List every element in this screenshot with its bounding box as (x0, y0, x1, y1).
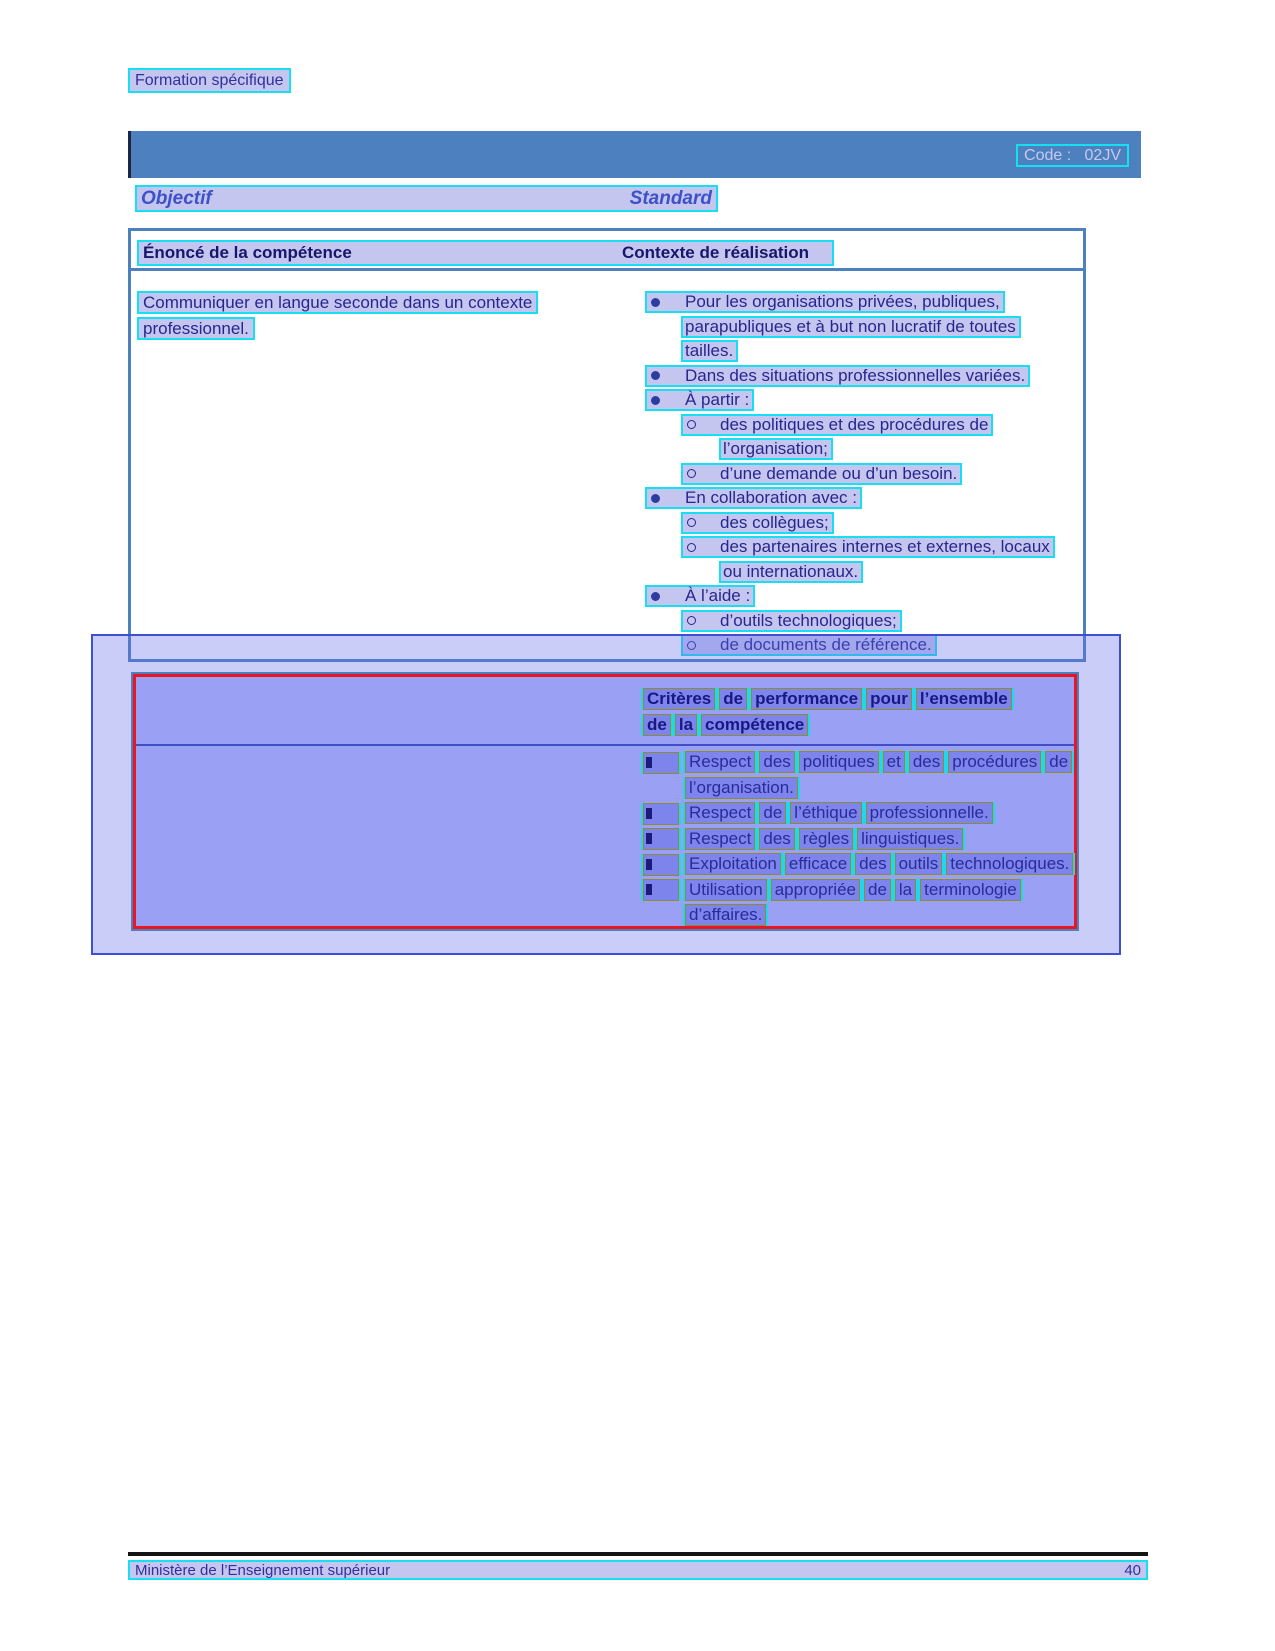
criteria-line (136, 853, 1074, 879)
word-box: technologiques. (946, 853, 1073, 875)
competency-table (128, 228, 1086, 662)
sub-bullet-circle-icon (687, 641, 696, 650)
context-line (620, 536, 1082, 558)
context-line-text: tailles. (685, 341, 734, 360)
code-text: Code : 02JV (1024, 146, 1121, 164)
criteria-bullet-glyph (646, 757, 652, 768)
word-box: règles (799, 828, 853, 850)
word-box: de (1045, 751, 1072, 773)
word-box: et (883, 751, 905, 773)
table-header-row (131, 231, 1083, 271)
criteria-line (136, 777, 1074, 803)
page-number: 40 (1124, 1561, 1141, 1579)
word-box: de (643, 714, 671, 736)
context-line-text: parapubliques et à but non lucratif de toutes (685, 316, 1016, 336)
word-box: compétence (701, 714, 808, 736)
word-box: outils (895, 853, 943, 875)
word-box: pour (866, 688, 912, 710)
word-box: Respect (685, 751, 755, 773)
word-box: de (864, 879, 891, 901)
context-line-text: d’une demande ou d’un besoin. (720, 463, 958, 483)
section-heading (135, 185, 718, 212)
criteria-line (136, 828, 1074, 854)
context-line (620, 365, 1082, 387)
criteria-annotation-box (133, 674, 1077, 929)
word-box: politiques (799, 751, 879, 773)
context-line-text: À l’aide : (685, 586, 751, 605)
section-heading-left: Objectif (141, 187, 212, 209)
context-line-highlight (681, 536, 1055, 558)
context-line (620, 291, 1082, 313)
word-box: l’ensemble (916, 688, 1012, 710)
context-line (620, 316, 1082, 338)
criteria-bullet-icon (643, 879, 679, 901)
context-line-highlight (645, 487, 862, 509)
context-line (620, 340, 1082, 362)
bullet-dot-icon (651, 592, 660, 601)
bullet-dot-icon (651, 298, 660, 307)
eyebrow-highlight (128, 68, 291, 93)
footer-text: Ministère de l’Enseignement supérieur (135, 1561, 391, 1579)
context-line (620, 438, 1082, 460)
criteria-header-line (136, 688, 1074, 714)
section-heading-right: Standard (629, 187, 712, 209)
context-line (620, 585, 1082, 607)
code-badge (1016, 144, 1129, 167)
sub-bullet-circle-icon (687, 543, 696, 552)
criteria-list (136, 751, 1074, 930)
criteria-header (136, 688, 1074, 740)
context-line-highlight (681, 316, 1021, 338)
context-line (620, 561, 1082, 583)
criteria-line (136, 751, 1074, 777)
criteria-bullet-icon (643, 828, 679, 850)
context-line (620, 512, 1082, 534)
word-box: la (895, 879, 916, 901)
word-box: Utilisation (685, 879, 767, 901)
criteria-bullet-icon (643, 854, 679, 876)
context-line-highlight (719, 438, 833, 460)
context-line-highlight (719, 561, 863, 583)
word-box: de (719, 688, 747, 710)
context-line (620, 487, 1082, 509)
eyebrow-text: Formation spécifique (135, 71, 284, 89)
title-bar-left-edge (128, 131, 131, 178)
footer-rule (128, 1552, 1148, 1556)
table-body-row (131, 271, 1083, 699)
sub-bullet-circle-icon (687, 616, 696, 625)
context-list (620, 291, 1082, 659)
footer-bar (128, 1560, 1148, 1580)
word-box: performance (751, 688, 862, 710)
word-box: Respect (685, 802, 755, 824)
word-box: Exploitation (685, 853, 781, 875)
statement-line: Communiquer en langue seconde dans un contexte (137, 291, 538, 314)
word-box: l’éthique (790, 802, 861, 824)
word-box: Critères (643, 688, 715, 710)
criteria-line (136, 802, 1074, 828)
context-line (620, 463, 1082, 485)
context-line-highlight (681, 340, 738, 362)
word-box: de (759, 802, 786, 824)
context-line-highlight (645, 585, 755, 607)
sub-bullet-circle-icon (687, 420, 696, 429)
word-box: linguistiques. (857, 828, 963, 850)
word-box: d’affaires. (685, 904, 766, 926)
context-line-text: En collaboration avec : (685, 488, 857, 507)
context-line-text: de documents de référence. (720, 635, 932, 654)
word-box: Respect (685, 828, 755, 850)
criteria-bullet-glyph (646, 833, 652, 844)
criteria-bullet-glyph (646, 808, 652, 819)
word-box: des (759, 751, 794, 773)
bullet-dot-icon (651, 396, 660, 405)
context-line-highlight (645, 291, 1005, 313)
word-box: des (855, 853, 890, 875)
sub-bullet-circle-icon (687, 518, 696, 527)
word-box: des (759, 828, 794, 850)
criteria-header-line (136, 714, 1074, 740)
header-enonce: Énoncé de la compétence (143, 243, 352, 262)
context-line-highlight (681, 414, 993, 436)
sub-bullet-circle-icon (687, 469, 696, 478)
context-line (620, 389, 1082, 411)
context-line-text: Dans des situations professionnelles variées. (685, 365, 1026, 385)
criteria-table-outer (131, 672, 1079, 931)
context-line-text: À partir : (685, 390, 750, 409)
context-line-highlight (681, 463, 962, 485)
criteria-bullet-icon (643, 752, 679, 774)
bullet-dot-icon (651, 371, 660, 380)
word-box: l’organisation. (685, 777, 798, 799)
bullet-dot-icon (651, 494, 660, 503)
context-line-highlight (681, 634, 937, 656)
criteria-line (136, 904, 1074, 930)
context-line-highlight (681, 512, 834, 534)
context-line-text: ou internationaux. (723, 561, 859, 581)
word-box: procédures (948, 751, 1041, 773)
context-line-text: des partenaires internes et externes, locaux (720, 537, 1050, 556)
context-line-highlight (681, 610, 902, 632)
criteria-line (136, 879, 1074, 905)
word-box: terminologie (920, 879, 1021, 901)
context-line-highlight (645, 365, 1030, 387)
word-box: la (675, 714, 697, 736)
word-box: des (909, 751, 944, 773)
criteria-bullet-icon (643, 803, 679, 825)
context-line-text: Pour les organisations privées, publiques, (685, 292, 1000, 311)
criteria-bullet-glyph (646, 859, 652, 870)
title-bar (128, 131, 1141, 178)
statement-line: professionnel. (137, 317, 255, 340)
criteria-bullet-glyph (646, 884, 652, 895)
word-box: efficace (785, 853, 851, 875)
context-line-text: l’organisation; (723, 439, 828, 458)
context-line (620, 634, 1082, 656)
context-line (620, 414, 1082, 436)
word-box: appropriée (771, 879, 860, 901)
header-contexte: Contexte de réalisation (622, 243, 810, 262)
context-line-highlight (645, 389, 754, 411)
word-box: professionnelle. (866, 802, 993, 824)
criteria-divider (136, 744, 1074, 746)
table-header-highlight (137, 240, 834, 266)
context-line (620, 610, 1082, 632)
context-line-text: d’outils technologiques; (720, 610, 897, 630)
context-line-text: des politiques et des procédures de (720, 414, 989, 434)
context-line-text: des collègues; (720, 512, 829, 532)
competency-statement-cell (137, 291, 607, 343)
